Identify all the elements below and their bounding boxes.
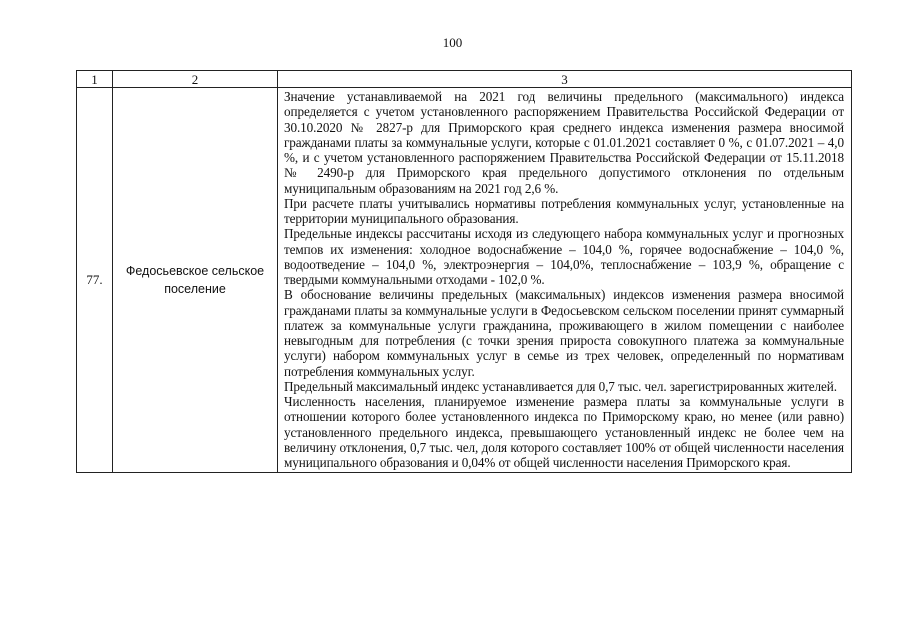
paragraph-consumption-norms: При расчете платы учитывались нормативы потребления коммунальных услуг, установленные на территории муниципального образования. xyxy=(284,195,844,226)
municipality-name: Федосьевское сельское поселение xyxy=(113,88,278,473)
description-cell xyxy=(278,88,852,473)
paragraph-justification: В обоснование величины предельных (максимальных) индексов изменения размера вносимой гражданами платы за коммунальные услуги в Федосьевском сельском поселении принят суммарный платеж за коммунальные услуги гражданина, проживающего в жилом помещении с наиболее невыгодным для потребления (с точки зрения прироста совокупного платежа за коммунальные услуги) набором коммунальных услуг в семье из трех человек, определенный по нормативам потребления коммунальных услуг. xyxy=(284,287,844,379)
municipal-index-table xyxy=(76,70,852,473)
paragraph-population-share: Численность населения, планируемое изменение размера платы за коммунальные услуги в отношении которого более установленного индекса по Приморскому краю, но менее (или равно) установленного предельного индекса, превышающего установленный индекс не более чем на величину отклонения, 0,7 тыс. чел, доля которого составляет 100% от общей численности населения муниципального образования и 0,04% от общей численности населения Приморского края. xyxy=(284,394,844,470)
table-row xyxy=(77,88,852,473)
header-cell-3: 3 xyxy=(278,71,852,88)
header-cell-2: 2 xyxy=(113,71,278,88)
paragraph-registered-residents: Предельный максимальный индекс устанавливается для 0,7 тыс. чел. зарегистрированных жителей. xyxy=(284,378,837,394)
paragraph-service-indices: Предельные индексы рассчитаны исходя из следующего набора коммунальных услуг и прогнозных темпов их изменения: холодное водоснабжение – 104,0 %, горячее водоснабжение – 104,0 %, водоотведение – 104,0 %, электроэнергия – 104,0%, теплоснабжение – 103,9 %, обращение с твердыми коммунальными отходами - 102,0 %. xyxy=(284,226,844,287)
table-header-row xyxy=(77,71,852,88)
paragraph-index-value: Значение устанавливаемой на 2021 год величины предельного (максимального) индекса определяется с учетом установленного распоряжением Правительства Российской Федерации от 30.10.2020 № 2827-р для Приморского края среднего индекса изменения размера вносимой гражданами платы за коммунальные услуги, которые с 01.01.2021 составляет 0 %, с 01.07.2021 – 4,0 %, и с учетом установленного распоряжением Правительства Российской Федерации от 15.11.2018 № 2490-р для Приморского края предельного допустимого отклонения по отдельным муниципальным образованиям на 2021 год 2,6 %. xyxy=(284,89,844,196)
row-number: 77. xyxy=(77,88,113,473)
page-number: 100 xyxy=(442,35,463,50)
header-cell-1: 1 xyxy=(77,71,113,88)
